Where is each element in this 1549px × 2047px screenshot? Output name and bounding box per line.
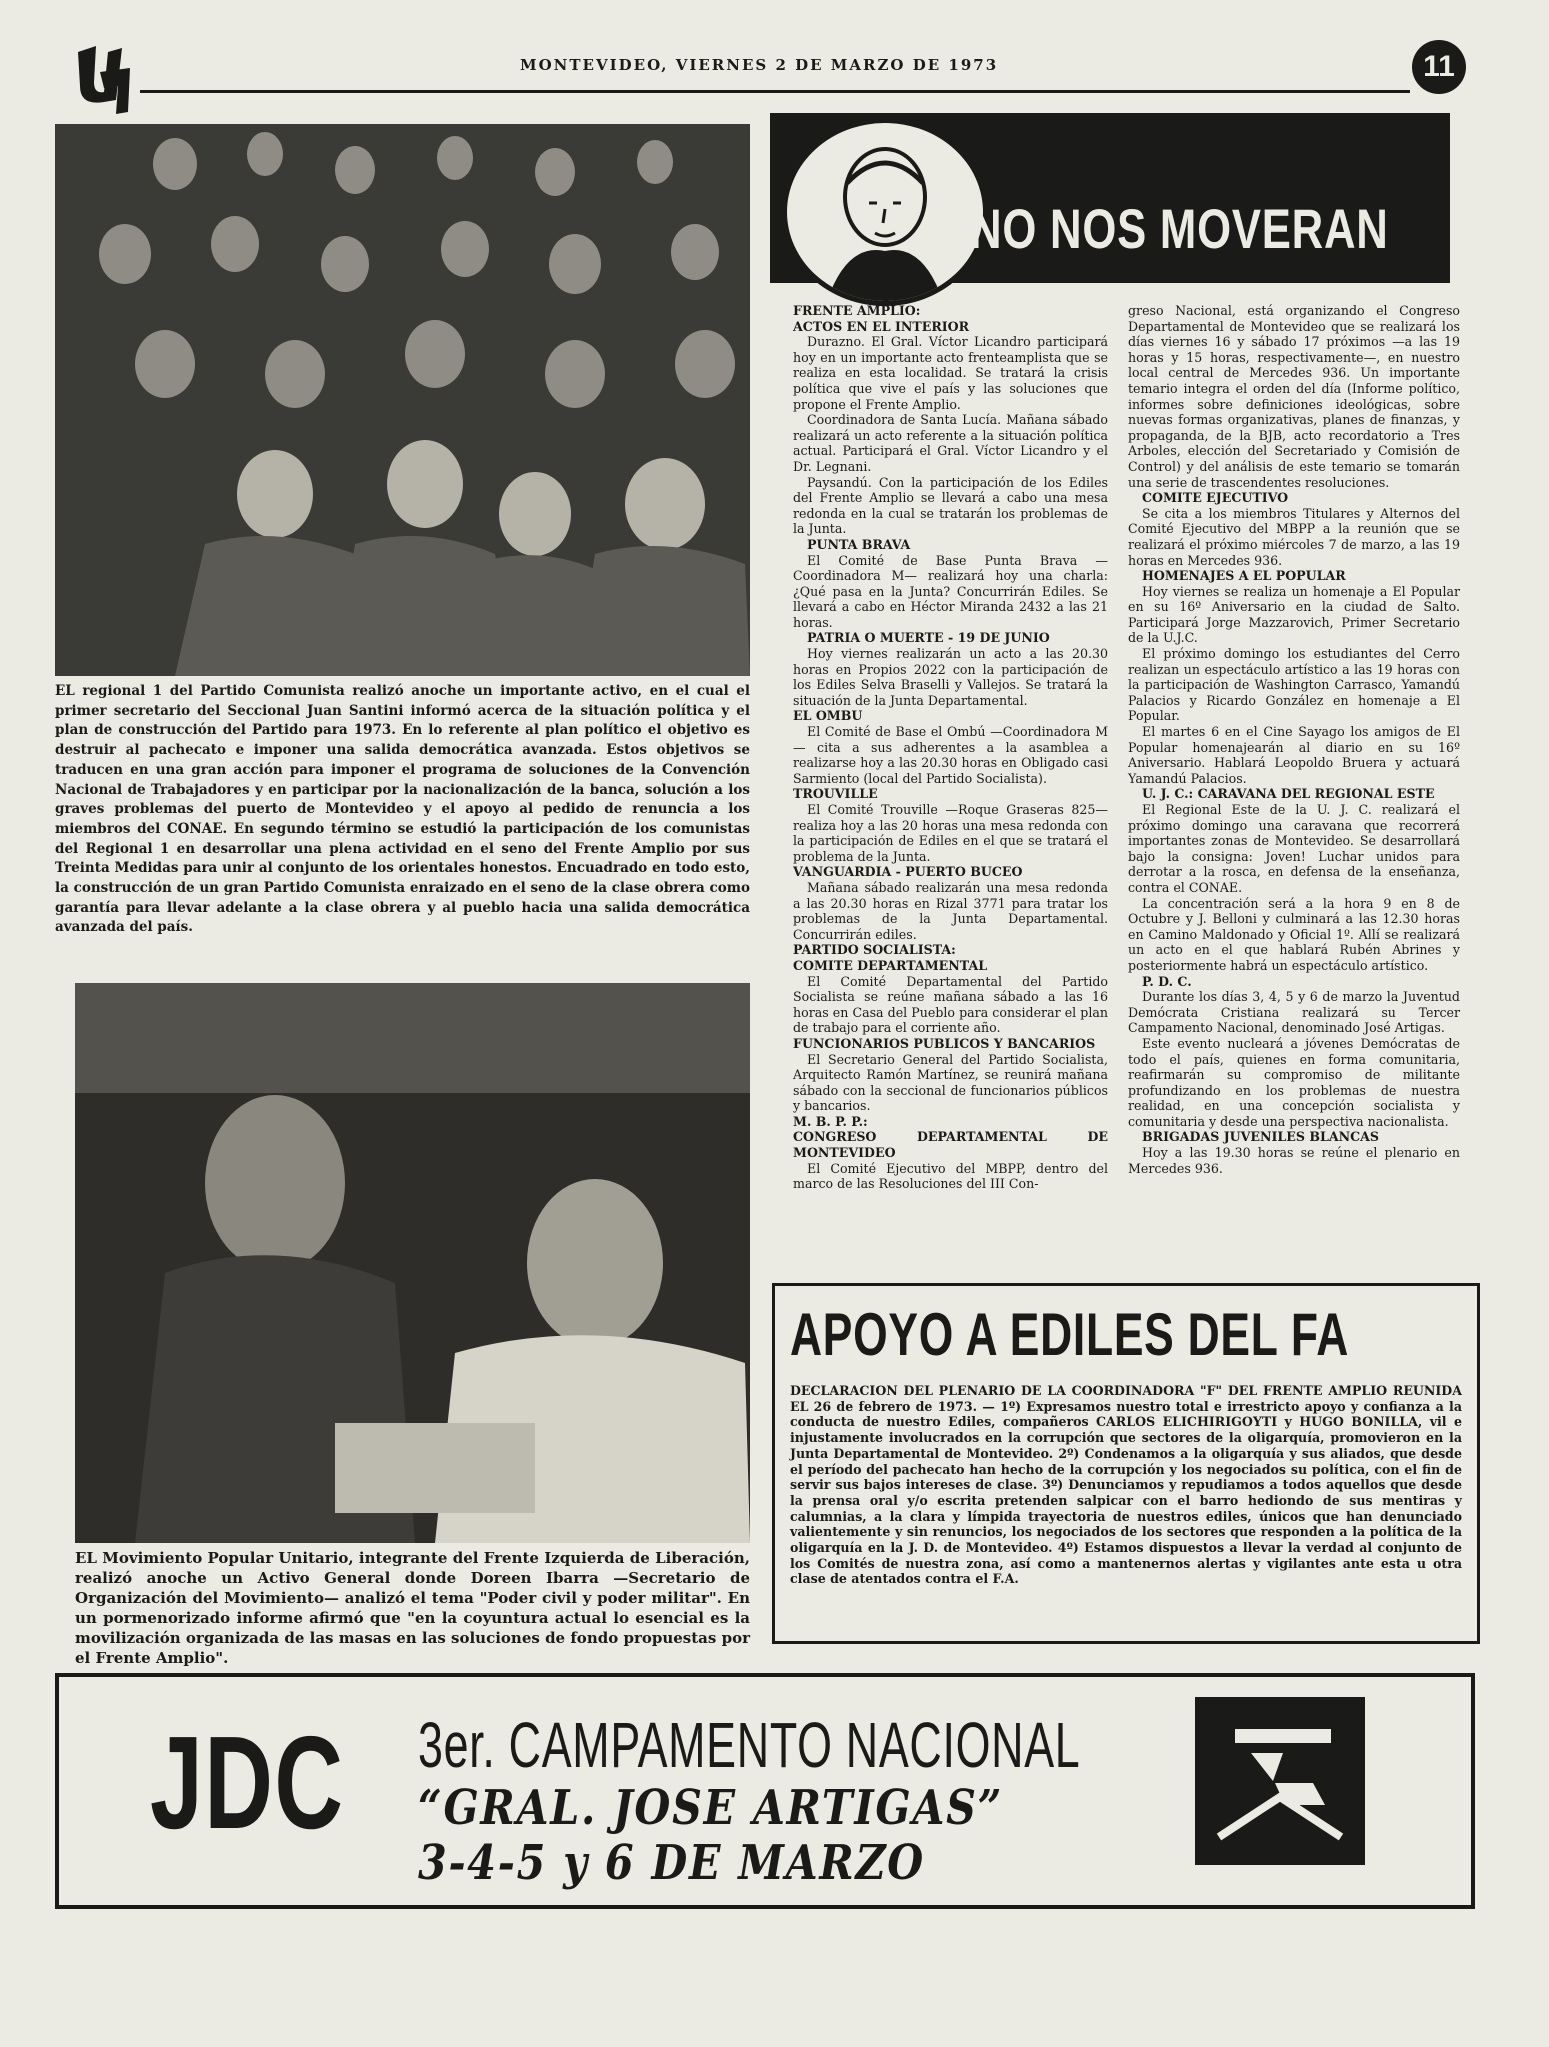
ad-line1: 3er. CAMPAMENTO NACIONAL [418, 1709, 1081, 1781]
header-rule [140, 90, 1410, 93]
article-paragraph: Durazno. El Gral. Víctor Licandro participará hoy en un importante acto frenteamplista que se realiza en esta localidad. Se tratará la crisis política que vive el país y las soluciones que propone el Frente Amplio. [793, 334, 1108, 412]
article-heading: BRIGADAS JUVENILES BLANCAS [1142, 1129, 1380, 1145]
article-paragraph: El Comité Ejecutivo del MBPP, dentro del marco de las Resoluciones del III Con- [793, 1160, 1108, 1192]
ad-brand: JDC [150, 1709, 345, 1856]
article-heading: FRENTE AMPLIO: [793, 303, 921, 318]
column-title: NO NOS MOVERAN [970, 197, 1389, 260]
pdc-arrow-logo-icon [1195, 1697, 1365, 1865]
news-column-left [793, 303, 1108, 1192]
article-paragraph: Se cita a los miembros Titulares y Alternos del Comité Ejecutivo del MBPP a la reunión que se realizará el próximo miércoles 7 de marzo, a las 19 horas en Mercedes 936. [1128, 505, 1460, 568]
article-heading: CONGRESO DEPARTAMENTAL DE MONTEVIDEO [793, 1129, 1108, 1161]
article-heading: PARTIDO SOCIALISTA: [793, 942, 956, 958]
article-heading: VANGUARDIA - PUERTO BUCEO [793, 864, 1023, 880]
article-paragraph: El Comité de Base Punta Brava —Coordinadora M— realizará hoy una charla: ¿Qué pasa en la Junta? Concurrirán Ediles. Se llevará a cabo en Héctor Miranda 2432 a las 21 horas. [793, 552, 1108, 630]
article-heading: TROUVILLE [793, 786, 878, 802]
article-heading: COMITE DEPARTAMENTAL [793, 957, 988, 973]
article-paragraph: Este evento nucleará a jóvenes Demócratas de todo el país, quienes en forma comunitaria, reafirmarán su compromiso de militante profundizando en los problemas de nuestra realidad, en una concepción socialista y comunitaria y desde una perspectiva nacionalista. [1128, 1035, 1460, 1129]
article-paragraph: Mañana sábado realizarán una mesa redonda a las 20.30 horas en Rizal 3771 para tratar los problemas de la Junta Departamental. Concurrirán ediles. [793, 879, 1108, 942]
crowd-photo [55, 124, 750, 676]
article-paragraph: Coordinadora de Santa Lucía. Mañana sábado realizará un acto referente a la situación política actual. Participará el Gral. Víctor Licandro y el Dr. Legnani. [793, 412, 1108, 474]
article-paragraph: Hoy viernes se realiza un homenaje a El Popular en su 16º Aniversario en la ciudad de Salto. Participará Jorge Mazzarovich, Primer Secretario de la U.J.C. [1128, 583, 1460, 646]
page-number: 11 [1412, 40, 1466, 94]
article-paragraph: El Comité Departamental del Partido Socialista se reúne mañana sábado a las 16 horas en Casa del Pueblo para considerar el plan de trabajo para el corriente año. [793, 973, 1108, 1036]
header-date: MONTEVIDEO, VIERNES 2 DE MARZO DE 1973 [520, 56, 999, 74]
article-paragraph: greso Nacional, está organizando el Congreso Departamental de Montevideo que se realizará los días viernes 16 y sábado 17 próximos —a las 19 horas y 15 horas, respectivamente—, en nuestro local central de Mercedes 936. Un importante temario integra el orden del día (Informe político, informes sobre definiciones ideológicas, sobre nuevas formas organizativas, planes de finanzas, y propaganda, de la BJB, acto recordatorio a Tres Arboles, elección del Secretariado y Comisión de Control) y del análisis de este temario se tomarán una serie de trascendentes resoluciones. [1128, 303, 1460, 490]
apoyo-text: DECLARACION DEL PLENARIO DE LA COORDINADORA "F" DEL FRENTE AMPLIO REUNIDA EL 26 de febrero de 1973. — 1º) Expresamos nuestro total e irrestricto apoyo y confianza a la conducta de nuestro Ediles, compañeros CARLOS ELICHIRIGOYTI y HUGO BONILLA, vil e injustamente involucrados en la corrupción que sectores de la oligarquía, promovieron en la Junta Departamental de Montevideo. 2º) Condenamos a la oligarquía y sus aliados, que desde el período del pachecato han hecho de la corrupción y los negociados su política, con el fin de servir sus bajos intereses de clase. 3º) Denunciamos y repudiamos a todos aquellos que desde la prensa oral y/o escrita pretenden salpicar con el barro hediondo de sus mentiras y calumnias, a la clara y límpida trayectoria de nuestros ediles, únicos que han denunciado valientemente y sin renuncios, los negociados de los sectores que responden a la política de la oligarquía en la J. D. de Montevideo. 4º) Estamos dispuestos a llevar la verdad al conjunto de los Comités de nuestra zona, así como a mantenernos alertas y vigilantes ante esta u otra clase de atentados contra el F.A. [790, 1383, 1462, 1587]
article-paragraph: El Comité de Base el Ombú —Coordinadora M— cita a sus adherentes a la asamblea a realizarse hoy a las 20.30 horas en Obligado casi Sarmiento (local del Partido Socialista). [793, 724, 1108, 786]
photo1-caption: EL regional 1 del Partido Comunista realizó anoche un importante activo, en el cual el primer secretario del Seccional Juan Santini informó acerca de la situación política y el plan de construcción del Partido para 1973. En lo referente al plan político el objetivo es destruir al pachecato e imponer una salida democrática avanzada. Estos objetivos se traducen en una gran acción para imponer el programa de soluciones de la Convención Nacional de Trabajadores y en participar por la nacionalización de la banca, solución a los graves problemas del puerto de Montevideo y el apoyo al pedido de renuncia a los miembros del CONAE. En segundo término se estudió la participación de los comunistas del Regional 1 en desarrollar una plena actividad en el seno del Frente Amplio por sus Treinta Medidas para unir al conjunto de los orientales honestos. Encuadrado en todo esto, la construcción de un gran Partido Comunista enraizado en el seno de la clase obrera como garantía para llevar adelante a la clase obrera y al pueblo hacia una salida democrática avanzada del país. [55, 683, 750, 936]
article-heading: PATRIA O MUERTE - 19 DE JUNIO [807, 630, 1050, 646]
news-column-right [1128, 303, 1460, 1176]
article-heading: PUNTA BRAVA [807, 536, 911, 552]
article-heading: COMITE EJECUTIVO [1142, 490, 1289, 506]
article-heading: HOMENAJES A EL POPULAR [1142, 568, 1346, 584]
article-heading: P. D. C. [1142, 973, 1192, 989]
article-heading: EL OMBU [793, 708, 863, 724]
article-paragraph: Hoy viernes realizarán un acto a las 20.30 horas en Propios 2022 con la participación de los Ediles Selva Braselli y Vallejos. Se tratará la situación de la Junta Departamental. [793, 646, 1108, 708]
article-paragraph: El Regional Este de la U. J. C. realizará el próximo domingo una caravana que recorrerá importantes zonas de Montevideo. Se desarrollará bajo la consigna: Joven! Luchar unidos para derrotar a la rosca, en defensa de la enseñanza, contra el CONAE. [1128, 802, 1460, 895]
article-paragraph: El martes 6 en el Cine Sayago los amigos de El Popular homenajearán al diario en su 16º Aniversario. Hablará Leopoldo Bruera y actuará Yamandú Palacios. [1128, 724, 1460, 786]
ad-line3: 3-4-5 y 6 DE MARZO [418, 1835, 925, 1891]
masthead-logo-icon [70, 42, 132, 114]
article-paragraph: El Secretario General del Partido Socialista, Arquitecto Ramón Martínez, se reunirá mañana sábado con la seccional de funcionarios públicos y bancarios. [793, 1051, 1108, 1114]
article-paragraph: El próximo domingo los estudiantes del Cerro realizan un espectáculo artístico a las 19 horas con la participación de Washington Carrasco, Yamandú Palacios y Ricardo González en homenaje a El Popular. [1128, 646, 1460, 724]
article-paragraph: Hoy a las 19.30 horas se reúne el plenario en Mercedes 936. [1128, 1145, 1460, 1176]
article-paragraph: Durante los días 3, 4, 5 y 6 de marzo la Juventud Demócrata Cristiana realizará su Tercer Campamento Nacional, denominado José Artigas. [1128, 989, 1460, 1036]
article-paragraph: Paysandú. Con la participación de los Ediles del Frente Amplio se llevará a cabo una mesa redonda en la cual se tratarán los problemas de la Junta. [793, 474, 1108, 537]
photo2-caption: EL Movimiento Popular Unitario, integrante del Frente Izquierda de Liberación, realizó anoche un Activo General donde Doreen Ibarra —Secretario de Organización del Movimiento— analizó el tema "Poder civil y poder militar". En un pormenorizado informe afirmó que "en la coyuntura actual lo esencial es la movilización organizada de las masas en las soluciones de fondo propuestas por el Frente Amplio". [75, 1549, 750, 1667]
article-heading: FUNCIONARIOS PUBLICOS Y BANCARIOS [793, 1035, 1096, 1051]
ad-line2: “GRAL. JOSE ARTIGAS” [418, 1780, 1004, 1836]
artigas-portrait-icon [782, 118, 988, 306]
article-heading: ACTOS EN EL INTERIOR [793, 318, 970, 334]
article-heading: U. J. C.: CARAVANA DEL REGIONAL ESTE [1142, 786, 1435, 802]
two-men-photo [75, 983, 750, 1543]
article-paragraph: La concentración será a la hora 9 en 8 de Octubre y J. Belloni y culminará a las 12.30 horas en Camino Maldonado y Oficial 1º. Allí se realizará un acto en el que hablará Rubén Abrines y posteriormente habrá un espectáculo artístico. [1128, 895, 1460, 973]
apoyo-title: APOYO A EDILES DEL FA [790, 1301, 1350, 1368]
article-paragraph: El Comité Trouville —Roque Graseras 825— realiza hoy a las 20 horas una mesa redonda con la participación de Ediles en el que se tratará el problema de la Junta. [793, 802, 1108, 864]
article-heading: M. B. P. P.: [793, 1113, 868, 1129]
